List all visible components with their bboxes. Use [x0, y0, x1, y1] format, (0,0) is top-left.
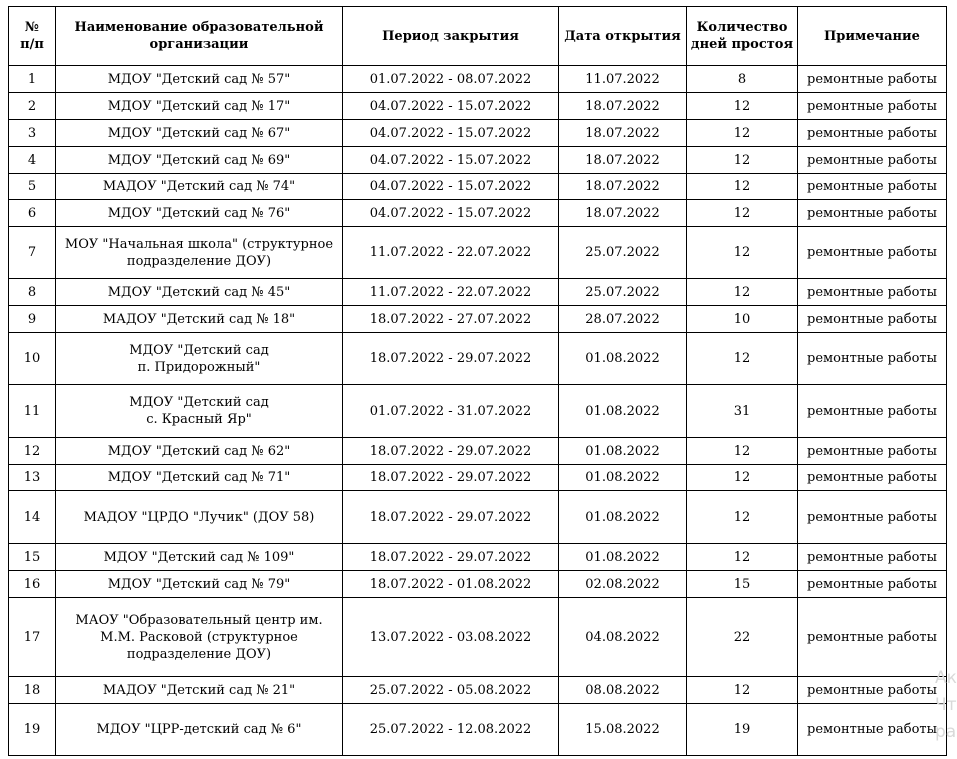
cell-period: 04.07.2022 - 15.07.2022	[343, 147, 559, 174]
cell-name: МОУ "Начальная школа" (структурное подразделение ДОУ)	[56, 227, 343, 279]
cell-name: МДОУ "Детский сад с. Красный Яр"	[56, 385, 343, 438]
table-row	[9, 704, 947, 756]
table-row	[9, 227, 947, 279]
cell-open-date: 11.07.2022	[559, 66, 687, 93]
cell-open-date: 18.07.2022	[559, 147, 687, 174]
cell-note: ремонтные работы	[798, 227, 947, 279]
closure-table	[8, 6, 957, 756]
cell-open-date: 18.07.2022	[559, 93, 687, 120]
cell-name: МАДОУ "Детский сад № 74"	[56, 174, 343, 200]
cell-days: 12	[687, 544, 798, 571]
watermark-line: Чт	[935, 695, 957, 715]
cell-open-date: 28.07.2022	[559, 306, 687, 333]
cell-name: МДОУ "Детский сад № 45"	[56, 279, 343, 306]
cell-name: МДОУ "Детский сад № 57"	[56, 66, 343, 93]
header-name: Наименование образовательной организации	[56, 7, 343, 66]
cell-name: МДОУ "Детский сад № 67"	[56, 120, 343, 147]
table-row	[9, 66, 947, 93]
cell-num: 2	[9, 93, 56, 120]
cell-num: 11	[9, 385, 56, 438]
cell-days: 15	[687, 571, 798, 598]
cell-period: 18.07.2022 - 29.07.2022	[343, 438, 559, 465]
cell-note: ремонтные работы	[798, 598, 947, 677]
cell-days: 8	[687, 66, 798, 93]
cell-note: ремонтные работы	[798, 93, 947, 120]
cell-num: 15	[9, 544, 56, 571]
cell-period: 25.07.2022 - 12.08.2022	[343, 704, 559, 756]
cell-period: 18.07.2022 - 27.07.2022	[343, 306, 559, 333]
cell-name: МАДОУ "ЦРДО "Лучик" (ДОУ 58)	[56, 491, 343, 544]
table-row	[9, 93, 947, 120]
cell-note: ремонтные работы	[798, 465, 947, 491]
cell-days: 22	[687, 598, 798, 677]
cell-open-date: 15.08.2022	[559, 704, 687, 756]
cell-note: ремонтные работы	[798, 200, 947, 227]
cell-period: 04.07.2022 - 15.07.2022	[343, 120, 559, 147]
cell-period: 01.07.2022 - 31.07.2022	[343, 385, 559, 438]
cell-note: ремонтные работы	[798, 704, 947, 756]
watermark-line: ра	[935, 722, 957, 742]
cell-days: 19	[687, 704, 798, 756]
header-open-date: Дата открытия	[559, 7, 687, 66]
cell-name: МАОУ "Образовательный центр им. М.М. Расковой (структурное подразделение ДОУ)	[56, 598, 343, 677]
cell-days: 12	[687, 677, 798, 704]
table-row	[9, 438, 947, 465]
cell-name: МДОУ "Детский сад № 71"	[56, 465, 343, 491]
cell-open-date: 18.07.2022	[559, 120, 687, 147]
cell-days: 12	[687, 491, 798, 544]
cell-note: ремонтные работы	[798, 438, 947, 465]
cell-days: 10	[687, 306, 798, 333]
cell-num: 8	[9, 279, 56, 306]
header-period: Период закрытия	[343, 7, 559, 66]
cell-period: 18.07.2022 - 29.07.2022	[343, 544, 559, 571]
table-row	[9, 306, 947, 333]
cell-name: МДОУ "ЦРР-детский сад № 6"	[56, 704, 343, 756]
table-row	[9, 279, 947, 306]
header-days: Количество дней простоя	[687, 7, 798, 66]
table-row	[9, 200, 947, 227]
cell-num: 10	[9, 333, 56, 385]
cell-period: 18.07.2022 - 29.07.2022	[343, 465, 559, 491]
cell-note: ремонтные работы	[798, 174, 947, 200]
header-note: Примечание	[798, 7, 947, 66]
cell-days: 12	[687, 93, 798, 120]
cell-days: 31	[687, 385, 798, 438]
cell-note: ремонтные работы	[798, 571, 947, 598]
table-header-row	[9, 7, 947, 66]
cell-open-date: 01.08.2022	[559, 333, 687, 385]
header-num: № п/п	[9, 7, 56, 66]
cell-period: 04.07.2022 - 15.07.2022	[343, 93, 559, 120]
cell-days: 12	[687, 465, 798, 491]
cell-note: ремонтные работы	[798, 333, 947, 385]
cell-open-date: 25.07.2022	[559, 279, 687, 306]
cell-days: 12	[687, 147, 798, 174]
cell-num: 6	[9, 200, 56, 227]
cell-days: 12	[687, 279, 798, 306]
cell-name: МДОУ "Детский сад № 109"	[56, 544, 343, 571]
cell-open-date: 18.07.2022	[559, 174, 687, 200]
watermark-text	[935, 665, 957, 746]
cell-open-date: 01.08.2022	[559, 438, 687, 465]
cell-num: 1	[9, 66, 56, 93]
cell-note: ремонтные работы	[798, 147, 947, 174]
cell-period: 18.07.2022 - 29.07.2022	[343, 333, 559, 385]
cell-num: 7	[9, 227, 56, 279]
cell-num: 12	[9, 438, 56, 465]
cell-num: 13	[9, 465, 56, 491]
cell-open-date: 04.08.2022	[559, 598, 687, 677]
cell-num: 4	[9, 147, 56, 174]
table-row	[9, 571, 947, 598]
cell-period: 01.07.2022 - 08.07.2022	[343, 66, 559, 93]
cell-open-date: 25.07.2022	[559, 227, 687, 279]
cell-period: 25.07.2022 - 05.08.2022	[343, 677, 559, 704]
table-row	[9, 544, 947, 571]
cell-days: 12	[687, 438, 798, 465]
table-row	[9, 677, 947, 704]
watermark-line: Ак	[935, 668, 957, 688]
cell-period: 11.07.2022 - 22.07.2022	[343, 227, 559, 279]
cell-period: 04.07.2022 - 15.07.2022	[343, 174, 559, 200]
cell-period: 18.07.2022 - 29.07.2022	[343, 491, 559, 544]
table-row	[9, 174, 947, 200]
table-row	[9, 333, 947, 385]
cell-note: ремонтные работы	[798, 385, 947, 438]
cell-note: ремонтные работы	[798, 120, 947, 147]
cell-num: 5	[9, 174, 56, 200]
table-row	[9, 491, 947, 544]
cell-open-date: 18.07.2022	[559, 200, 687, 227]
cell-period: 13.07.2022 - 03.08.2022	[343, 598, 559, 677]
cell-note: ремонтные работы	[798, 66, 947, 93]
cell-period: 04.07.2022 - 15.07.2022	[343, 200, 559, 227]
cell-open-date: 01.08.2022	[559, 465, 687, 491]
table-row	[9, 120, 947, 147]
cell-open-date: 08.08.2022	[559, 677, 687, 704]
cell-num: 16	[9, 571, 56, 598]
table-row	[9, 465, 947, 491]
table-body	[9, 66, 957, 756]
cell-days: 12	[687, 174, 798, 200]
cell-name: МДОУ "Детский сад № 79"	[56, 571, 343, 598]
cell-num: 14	[9, 491, 56, 544]
cell-open-date: 01.08.2022	[559, 491, 687, 544]
cell-name: МДОУ "Детский сад № 69"	[56, 147, 343, 174]
cell-note: ремонтные работы	[798, 544, 947, 571]
cell-days: 12	[687, 333, 798, 385]
cell-period: 11.07.2022 - 22.07.2022	[343, 279, 559, 306]
cell-note: ремонтные работы	[798, 677, 947, 704]
cell-num: 17	[9, 598, 56, 677]
cell-name: МАДОУ "Детский сад № 21"	[56, 677, 343, 704]
cell-name: МДОУ "Детский сад № 17"	[56, 93, 343, 120]
cell-name: МДОУ "Детский сад п. Придорожный"	[56, 333, 343, 385]
cell-open-date: 01.08.2022	[559, 385, 687, 438]
cell-period: 18.07.2022 - 01.08.2022	[343, 571, 559, 598]
cell-num: 9	[9, 306, 56, 333]
cell-num: 19	[9, 704, 56, 756]
cell-days: 12	[687, 120, 798, 147]
table-row	[9, 598, 947, 677]
cell-days: 12	[687, 227, 798, 279]
cell-note: ремонтные работы	[798, 306, 947, 333]
cell-open-date: 01.08.2022	[559, 544, 687, 571]
cell-name: МАДОУ "Детский сад № 18"	[56, 306, 343, 333]
cell-name: МДОУ "Детский сад № 62"	[56, 438, 343, 465]
cell-num: 18	[9, 677, 56, 704]
cell-name: МДОУ "Детский сад № 76"	[56, 200, 343, 227]
cell-num: 3	[9, 120, 56, 147]
cell-note: ремонтные работы	[798, 491, 947, 544]
cell-note: ремонтные работы	[798, 279, 947, 306]
cell-days: 12	[687, 200, 798, 227]
cell-open-date: 02.08.2022	[559, 571, 687, 598]
table-row	[9, 385, 947, 438]
table-row	[9, 147, 947, 174]
